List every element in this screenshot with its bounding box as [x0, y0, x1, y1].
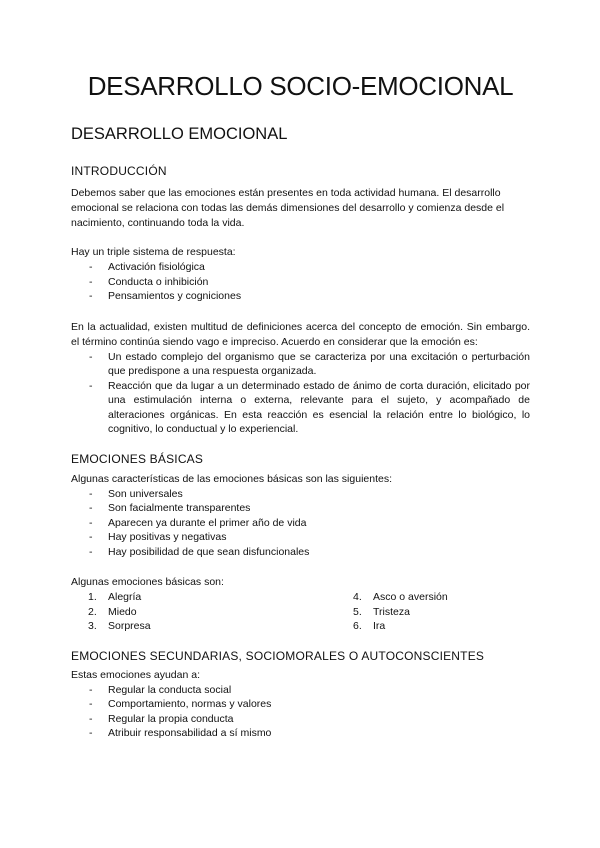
intro-heading: INTRODUCCIÓN	[71, 164, 167, 178]
secondary-emotions-list	[71, 683, 530, 741]
list-item: - Conducta o inhibición	[71, 275, 530, 290]
item-number: 3.	[88, 620, 97, 632]
list-item	[71, 590, 336, 605]
item-number: 4.	[353, 591, 362, 603]
list-item	[336, 619, 516, 634]
item-label: Sorpresa	[108, 620, 151, 632]
item-number: 5.	[353, 605, 362, 618]
basic-emotions-label: Algunas emociones básicas son:	[71, 576, 224, 588]
definition-paragraph: En la actualidad, existen multitud de definiciones acerca del concepto de emoción. Sin embargo. el término continúa siendo vago e impreciso. Acuerdo en considerar que la emoción es:	[71, 320, 530, 348]
list-item: - Reacción que da lugar a un determinado estado de ánimo de corta duración, elicitado por una estimulación interna o externa, relevante para el sujeto, y acompañado de alteraciones orgánicas. En esta reacción es esencial la relación entre lo biológico, lo cognitivo, lo conductual y lo experiencial.	[71, 379, 530, 437]
secondary-emotions-heading: EMOCIONES SECUNDARIAS, SOCIOMORALES O AUTOCONSCIENTES	[71, 648, 485, 663]
triple-system-label: Hay un triple sistema de respuesta:	[71, 246, 236, 258]
definition-list	[71, 350, 530, 437]
basic-emotions-heading: EMOCIONES BÁSICAS	[71, 451, 204, 466]
intro-paragraph: Debemos saber que las emociones están presentes en toda actividad humana. El desarrollo emocional se relaciona con todas las demás dimensiones del desarrollo y comienza desde el nacimiento, continuando toda la vida.	[71, 187, 505, 229]
item-label: Tristeza	[373, 605, 410, 618]
page-title: DESARROLLO SOCIO-EMOCIONAL	[87, 71, 514, 101]
list-item: - Son universales	[71, 487, 530, 502]
characteristics-label: Algunas características de las emociones básicas son las siguientes:	[71, 472, 392, 485]
item-label: Alegría	[108, 591, 142, 603]
list-item: - Un estado complejo del organismo que se caracteriza por una excitación o perturbación que predispone a una respuesta organizada.	[71, 350, 530, 379]
item-label: Asco o aversión	[373, 591, 448, 603]
list-item: - Hay positivas y negativas	[71, 530, 530, 545]
emotions-right-column	[336, 590, 516, 634]
secondary-emotions-label: Estas emociones ayudan a:	[71, 668, 200, 681]
item-label: Ira	[373, 620, 386, 632]
list-item: - Atribuir responsabilidad a sí mismo	[71, 726, 530, 741]
list-item: - Regular la conducta social	[71, 683, 530, 698]
list-item: - Pensamientos y cogniciones	[71, 289, 530, 304]
triple-system-list	[71, 260, 530, 304]
list-item	[336, 605, 516, 620]
basic-emotions-columns	[71, 590, 530, 634]
item-label: Miedo	[108, 605, 137, 618]
characteristics-list	[71, 487, 530, 560]
list-item: - Son facialmente transparentes	[71, 501, 530, 516]
list-item: - Regular la propia conducta	[71, 712, 530, 727]
list-item: - Comportamiento, normas y valores	[71, 697, 530, 712]
list-item: - Activación fisiológica	[71, 260, 530, 275]
item-number: 6.	[353, 620, 362, 632]
list-item	[336, 590, 516, 605]
emotions-left-column	[71, 590, 336, 634]
item-number: 1.	[88, 591, 97, 603]
list-item: - Hay posibilidad de que sean disfuncionales	[71, 545, 530, 560]
document-content	[71, 66, 530, 741]
list-item	[71, 605, 336, 620]
section-title: DESARROLLO EMOCIONAL	[71, 125, 288, 143]
item-number: 2.	[88, 605, 97, 618]
list-item	[71, 619, 336, 634]
list-item: - Aparecen ya durante el primer año de vida	[71, 516, 530, 531]
